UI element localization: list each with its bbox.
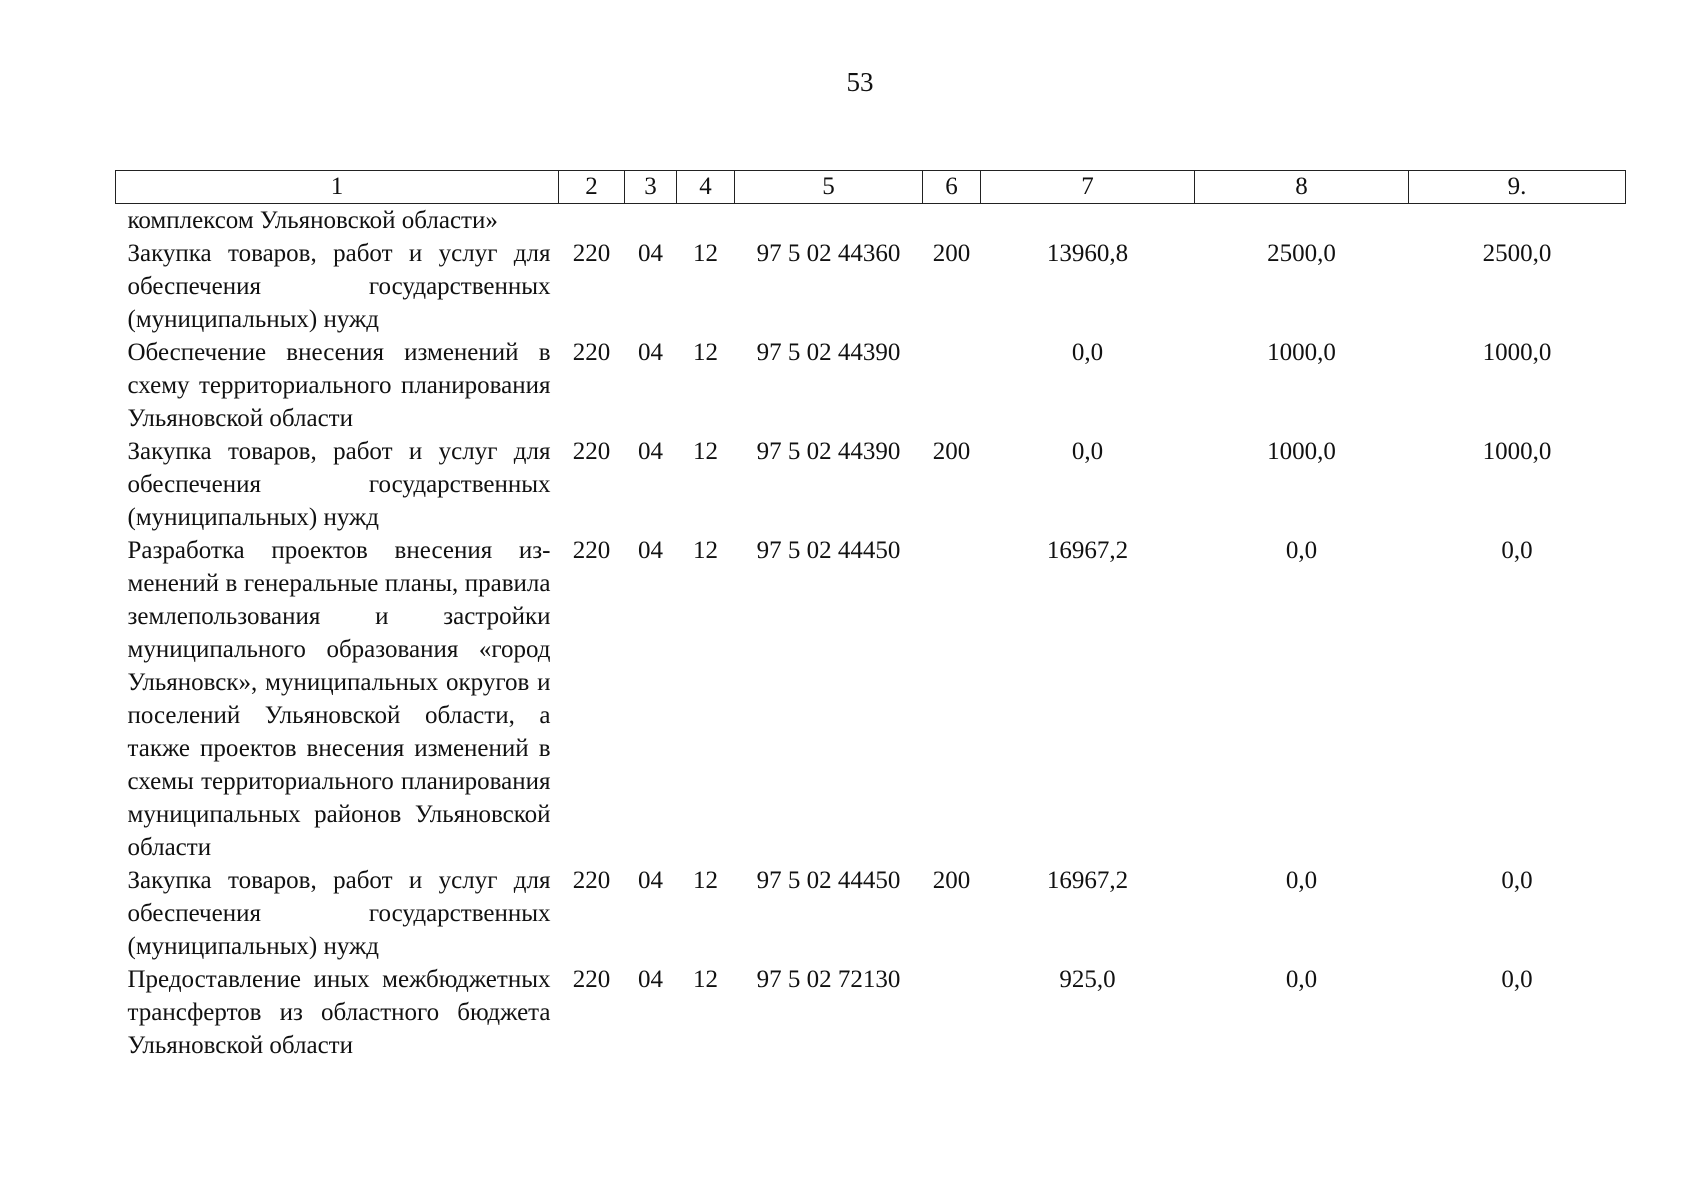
row-col-3: 04: [638, 339, 663, 366]
header-col-1: 1: [116, 171, 559, 204]
row-col-5: [735, 204, 923, 238]
row-col-4: 12: [693, 438, 718, 465]
row-col-8: 1000,0: [1267, 339, 1336, 366]
page-number: 53: [846, 67, 874, 97]
row-col-7: 13960,8: [1046, 240, 1129, 267]
table-body: [116, 204, 1626, 1063]
row-col-3: 04: [638, 867, 663, 894]
row-col-6: 200: [932, 438, 971, 465]
row-col-7: [981, 204, 1195, 238]
row-col-9: 1000,0: [1482, 339, 1552, 366]
row-col-8: 0,0: [1285, 966, 1318, 993]
row-col-6: [923, 534, 981, 864]
table-row: [116, 534, 1626, 864]
row-col-4: 12: [693, 867, 718, 894]
table-row: [116, 204, 1626, 238]
row-col-4: 12: [693, 966, 718, 993]
row-description: Закупка товаров, работ и услуг для обеспечения государственных (муниципальных) нужд: [127, 867, 551, 960]
table-row: [116, 435, 1626, 534]
header-col-3: 3: [625, 171, 677, 204]
header-row: [116, 171, 1626, 204]
header-col-9: 9.: [1409, 171, 1626, 204]
row-description: комплексом Ульяновской области»: [127, 207, 498, 234]
row-col-9: 0,0: [1501, 537, 1533, 564]
row-col-9: 0,0: [1501, 867, 1533, 894]
row-col-4: [677, 204, 735, 238]
row-col-2: 220: [572, 867, 611, 894]
row-col-3: 04: [638, 438, 663, 465]
row-col-9: 1000,0: [1482, 438, 1552, 465]
table-header: [116, 171, 1626, 204]
row-col-2: [559, 204, 625, 238]
row-col-6: [923, 204, 981, 238]
row-col-2: 220: [572, 339, 611, 366]
row-col-4: 12: [693, 537, 718, 564]
header-col-5: 5: [735, 171, 923, 204]
row-col-6: 200: [932, 867, 971, 894]
row-col-7: 16967,2: [1046, 537, 1129, 564]
row-col-8: [1195, 204, 1409, 238]
row-col-6: [923, 963, 981, 1062]
row-col-5: 97 5 02 44390: [756, 339, 901, 366]
row-col-8: 0,0: [1285, 537, 1318, 564]
row-col-2: 220: [572, 438, 611, 465]
row-col-5: 97 5 02 44390: [756, 438, 901, 465]
row-col-3: [625, 204, 677, 238]
row-col-7: 0,0: [1071, 438, 1104, 465]
row-col-7: 925,0: [1059, 966, 1116, 993]
table-row: [116, 963, 1626, 1062]
row-col-2: 220: [572, 537, 611, 564]
row-col-2: 220: [572, 966, 611, 993]
row-description: Предоставление иных межбюджетных трансфертов из областного бюджета Ульяновской области: [127, 966, 551, 1059]
row-col-3: 04: [638, 966, 663, 993]
header-col-4: 4: [677, 171, 735, 204]
row-col-3: 04: [638, 240, 663, 267]
budget-table: [115, 170, 1626, 1062]
row-description: Закупка товаров, работ и услуг для обеспечения государственных (муниципальных) нужд: [127, 240, 551, 333]
table-row: [116, 336, 1626, 435]
budget-table-container: [115, 170, 1625, 1062]
row-col-8: 0,0: [1285, 867, 1318, 894]
row-col-7: 16967,2: [1046, 867, 1129, 894]
row-description: Разработка проектов внесения изменений в генеральные планы, правила землепользования и застройки муниципального образования «город Ульяновск», муниципальных округов и поселений Ульяновской области, а также проектов внесения изменений в схемы территориального планирования муниципальных районов Ульяновской области: [127, 537, 551, 861]
row-col-9: 2500,0: [1482, 240, 1552, 267]
row-col-6: 200: [932, 240, 971, 267]
row-col-2: 220: [572, 240, 611, 267]
row-col-5: 97 5 02 44450: [756, 537, 901, 564]
header-col-7: 7: [981, 171, 1195, 204]
row-col-6: [923, 336, 981, 435]
row-col-9: [1409, 204, 1626, 238]
row-col-5: 97 5 02 44450: [756, 867, 901, 894]
header-col-8: 8: [1195, 171, 1409, 204]
table-row: [116, 237, 1626, 336]
row-col-7: 0,0: [1071, 339, 1104, 366]
row-description: Обеспечение внесения изменений в схему территориального планирования Ульяновской области: [127, 339, 551, 432]
row-col-4: 12: [693, 339, 718, 366]
row-col-9: 0,0: [1501, 966, 1533, 993]
row-col-8: 1000,0: [1267, 438, 1336, 465]
row-col-5: 97 5 02 72130: [756, 966, 901, 993]
row-col-8: 2500,0: [1267, 240, 1336, 267]
table-row: [116, 864, 1626, 963]
row-col-5: 97 5 02 44360: [756, 240, 901, 267]
header-col-6: 6: [923, 171, 981, 204]
row-col-3: 04: [638, 537, 663, 564]
header-col-2: 2: [559, 171, 625, 204]
row-description: Закупка товаров, работ и услуг для обеспечения государственных (муниципальных) нужд: [127, 438, 551, 531]
row-col-4: 12: [693, 240, 718, 267]
